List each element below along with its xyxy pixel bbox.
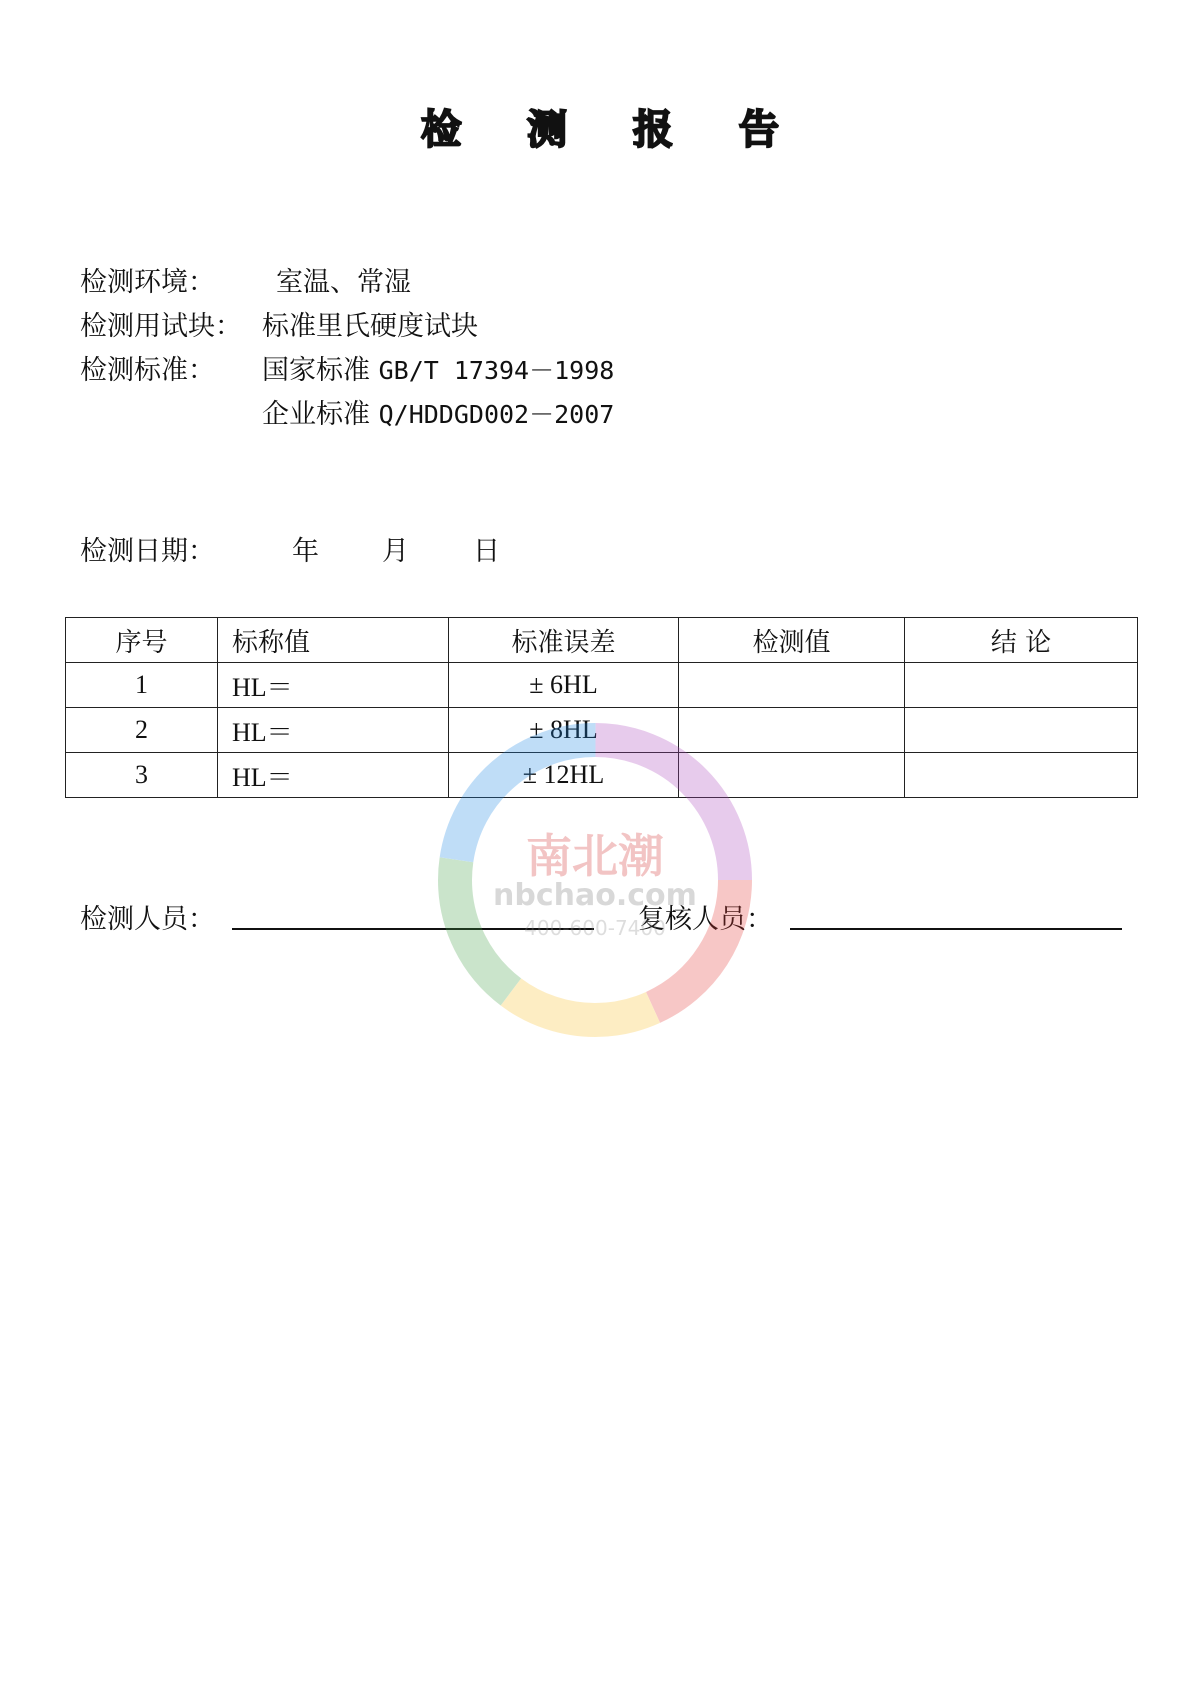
inspector-signature-line[interactable] [232,928,594,930]
reviewer-label: 复核人员： [638,904,773,935]
header-index: 序号 [66,618,218,663]
watermark-site: nbchao.com [493,878,697,913]
report-table [65,617,1138,798]
nominal-value-cell[interactable]: HL＝ [218,708,449,753]
table-row [66,708,1138,753]
nominal-value-cell[interactable]: HL＝ [218,753,449,798]
test-block-label: 检测用试块： [80,311,242,342]
national-standard [262,351,614,391]
row-number: 2 [66,708,218,753]
standard-row [80,351,615,391]
watermark-brand: 南北潮 [526,829,664,883]
measured-value-cell[interactable] [679,708,905,753]
environment-label: 检测环境： [80,267,215,298]
standard-error-cell: ± 6HL [449,663,679,708]
date-year-label: 年 [292,536,319,567]
test-block-value: 标准里氏硬度试块 [262,311,478,342]
national-standard-code: GB/T 17394－1998 [378,356,615,385]
table-row [66,663,1138,708]
test-block-row [80,307,478,347]
environment-row [80,263,411,303]
header-error: 标准误差 [449,618,679,663]
nominal-value-cell[interactable]: HL＝ [218,663,449,708]
table-row [66,753,1138,798]
standard-error-cell: ± 8HL [449,708,679,753]
measured-value-cell[interactable] [679,663,905,708]
enterprise-standard [262,395,614,435]
header-conclusion: 结 论 [905,618,1138,663]
test-date-label: 检测日期： [80,536,215,567]
header-nominal: 标称值 [218,618,449,663]
measured-value-cell[interactable] [679,753,905,798]
environment-value: 室温、常湿 [276,267,411,298]
inspector-label: 检测人员： [80,904,215,935]
national-standard-prefix: 国家标准 [262,355,370,386]
date-month-label: 月 [382,536,409,567]
standard-label: 检测标准： [80,355,215,386]
report-title: 检 测 报 告 [421,107,805,153]
table-header-row [66,618,1138,663]
conclusion-cell[interactable] [905,663,1138,708]
reviewer-signature-line[interactable] [790,928,1122,930]
enterprise-standard-code: Q/HDDGD002－2007 [378,400,615,429]
watermark-phone: 400-600-7400 [524,916,666,940]
row-number: 1 [66,663,218,708]
standard-error-cell: ± 12HL [449,753,679,798]
enterprise-standard-prefix: 企业标准 [262,399,370,430]
date-day-label: 日 [473,536,500,567]
conclusion-cell[interactable] [905,708,1138,753]
row-number: 3 [66,753,218,798]
header-measured: 检测值 [679,618,905,663]
conclusion-cell[interactable] [905,753,1138,798]
test-date-row [80,532,500,572]
